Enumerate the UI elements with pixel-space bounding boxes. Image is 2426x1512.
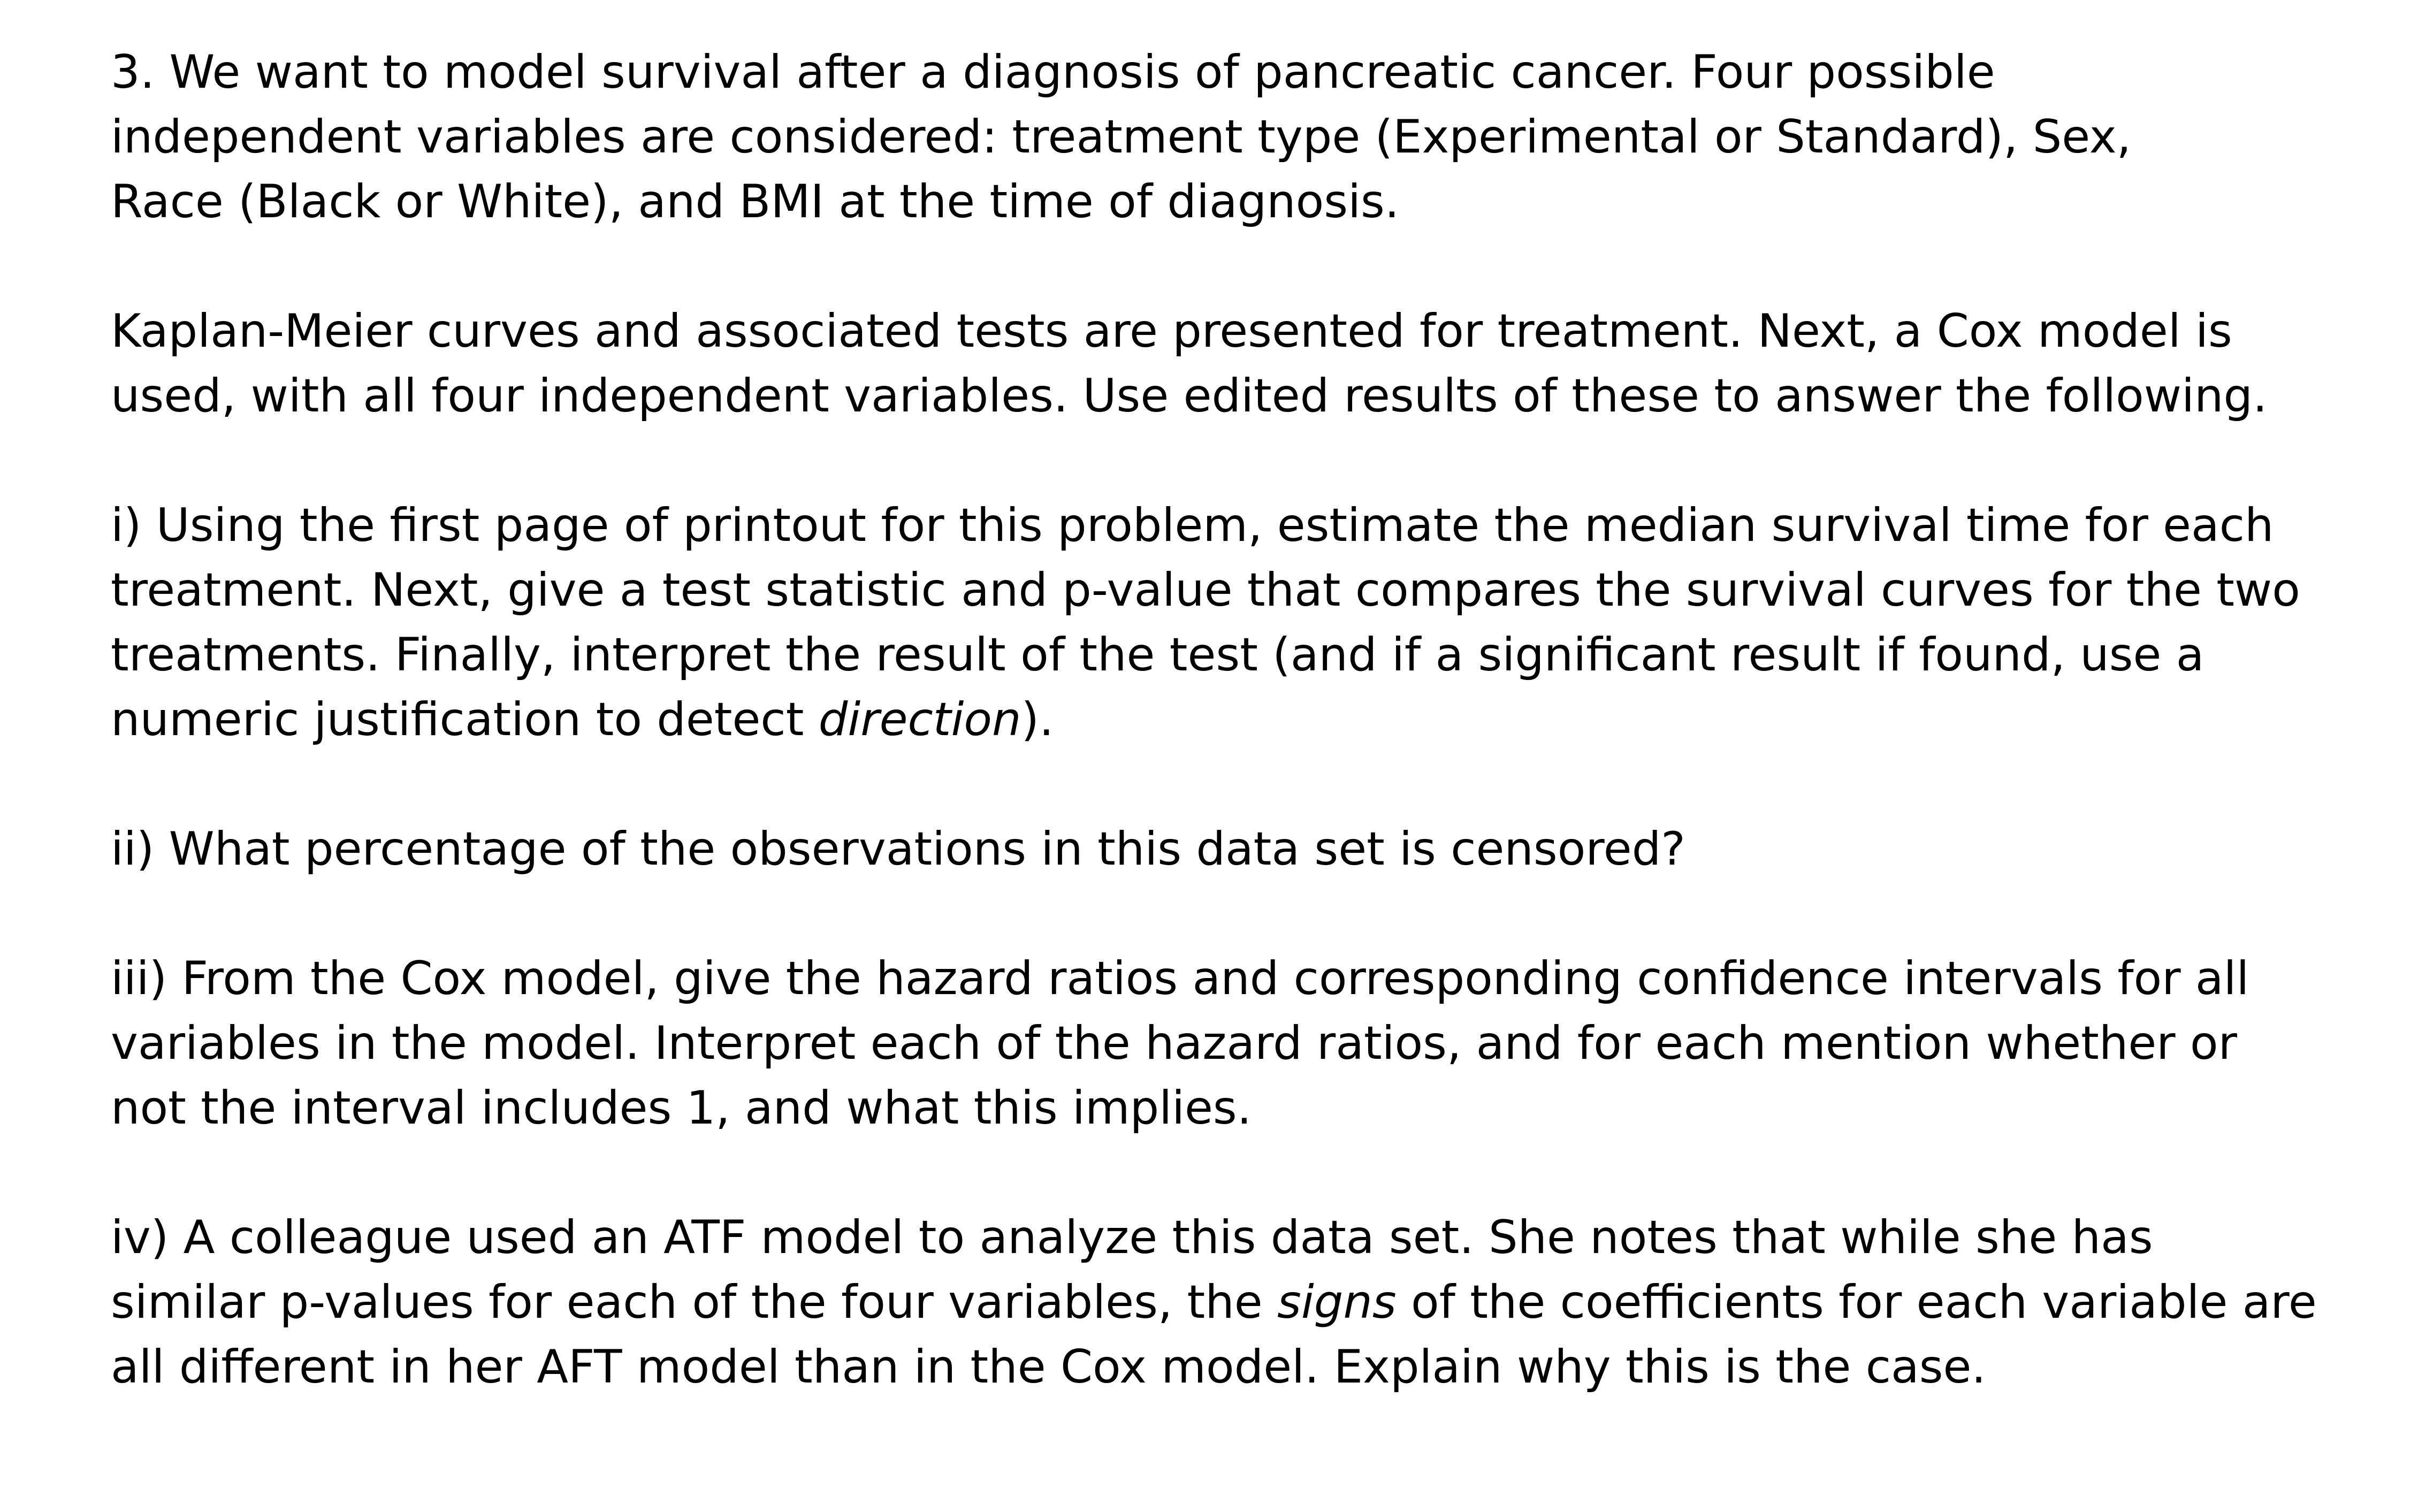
emphasis-signs: signs [1277,1276,1397,1329]
question-iii [111,946,2417,1141]
question-i-line: treatment. Next, give a test statistic and p-value that compares the survival curves for the two [111,563,2300,617]
question-i [111,493,2417,752]
document-body [111,40,2417,1400]
context-paragraph [111,299,2417,429]
question-iv [111,1205,2417,1400]
question-iii-line: iii) From the Cox model, give the hazard ratios and corresponding confidence intervals for all [111,952,2249,1005]
question-ii [111,817,2417,882]
question-iv-line2-prefix: similar p-values for each of the four variables, the [111,1276,1278,1329]
context-line: used, with all four independent variables. Use edited results of these to answer the following. [111,369,2268,423]
question-i-line: treatments. Finally, interpret the result of the test (and if a significant result if found, use a [111,628,2204,682]
question-i-line: i) Using the first page of printout for this problem, estimate the median survival time for each [111,499,2274,552]
question-iv-line [111,1270,2417,1335]
question-i-last-suffix: ). [1021,693,1054,746]
intro-line: independent variables are considered: treatment type (Experimental or Standard), Sex, [111,110,2131,164]
context-line: Kaplan-Meier curves and associated tests are presented for treatment. Next, a Cox model is [111,304,2232,358]
question-iii-line: not the interval includes 1, and what this implies. [111,1081,1252,1135]
question-i-last-prefix: numeric justification to detect [111,693,819,746]
question-iii-line: variables in the model. Interpret each of the hazard ratios, and for each mention whether or [111,1017,2237,1070]
question-ii-line: ii) What percentage of the observations in this data set is censored? [111,822,1685,876]
emphasis-direction: direction [818,693,1021,746]
intro-paragraph [111,40,2417,234]
intro-line: Race (Black or White), and BMI at the time of diagnosis. [111,175,1400,228]
question-iv-line: iv) A colleague used an ATF model to analyze this data set. She notes that while she has [111,1211,2153,1264]
question-i-line [111,688,2417,752]
question-iv-line: all different in her AFT model than in the Cox model. Explain why this is the case. [111,1340,1986,1394]
question-iv-line2-suffix: of the coefficients for each variable are [1396,1276,2317,1329]
intro-line: 3. We want to model survival after a diagnosis of pancreatic cancer. Four possible [111,45,1995,99]
